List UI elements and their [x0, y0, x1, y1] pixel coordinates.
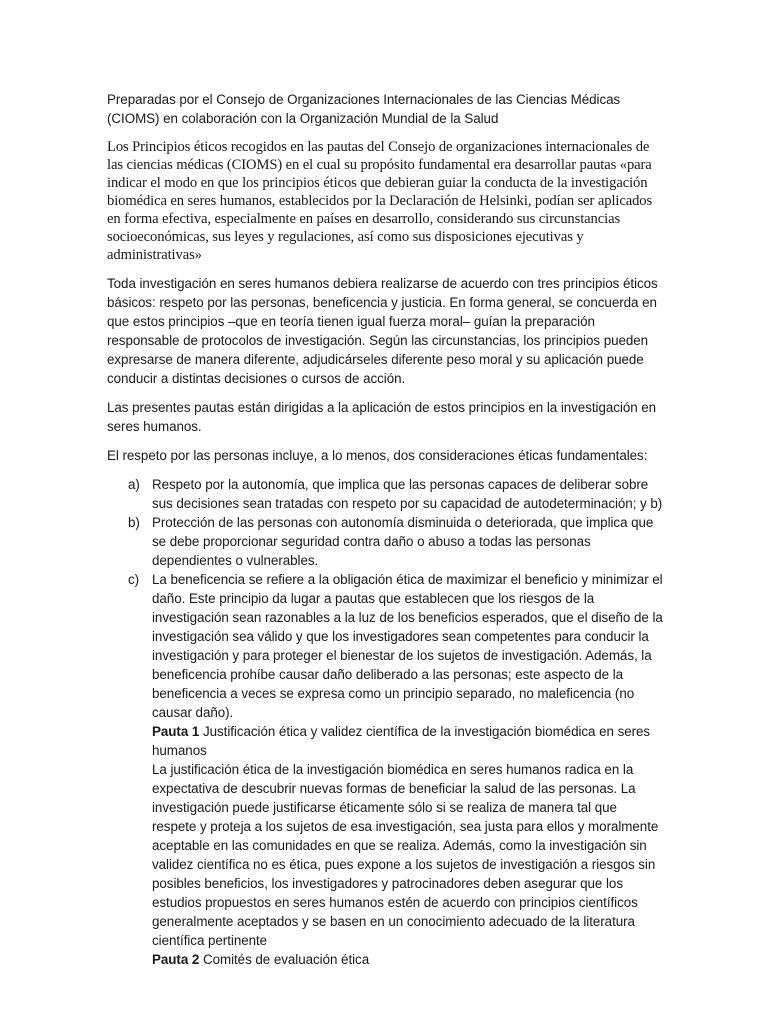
list-item-content — [152, 570, 663, 969]
document-page — [107, 90, 663, 969]
ethical-considerations-list — [107, 475, 663, 969]
guidelines-scope-paragraph: Las presentes pautas están dirigidas a la aplicación de estos principios en la investigación en seres humanos. — [107, 400, 657, 434]
list-item — [107, 475, 663, 513]
cioms-principles-paragraph: Los Principios éticos recogidos en las pautas del Consejo de organizaciones internacionales de las ciencias médicas (CIOMS) en el cual su propósito fundamental era desarrollar pautas «para indicar el modo en que los principios éticos que debieran guiar la conducta de la investigación biomédica en seres humanos, establecidos por la Declaración de Helsinki, podían ser aplicados en forma efectiva, especialmente en países en desarrollo, considerando sus circunstancias socioeconómicas, sus leyes y regulaciones, así como sus disposiciones ejecutivas y administrativas» — [107, 139, 653, 263]
list-marker: c) — [128, 572, 140, 587]
list-item-text: Protección de las personas con autonomía disminuida o deteriorada, que implica que se debe proporcionar seguridad contra daño o abuso a todas las personas dependientes o vulnerables. — [152, 515, 654, 568]
pauta-1-heading — [152, 722, 663, 760]
list-item — [107, 570, 663, 969]
pauta-2-title: Comités de evaluación ética — [199, 952, 370, 967]
list-item-text: Respeto por la autonomía, que implica que las personas capaces de deliberar sobre sus decisiones sean tratadas con respeto por su capacidad de autodeterminación; y b) — [152, 477, 663, 511]
basic-principles-paragraph: Toda investigación en seres humanos debiera realizarse de acuerdo con tres principios éticos básicos: respeto por las personas, beneficencia y justicia. En forma general, se concuerda en que estos principios –que en teoría tienen igual fuerza moral– guían la preparación responsable de protocolos de investigación. Según las circunstancias, los principios pueden expresarse de manera diferente, adjudicárseles diferente peso moral y su aplicación puede conducir a distintas decisiones o cursos de acción. — [107, 276, 658, 386]
respect-persons-paragraph: El respeto por las personas incluye, a lo menos, dos consideraciones éticas fundamentales: — [107, 448, 648, 463]
list-item-text: La beneficencia se refiere a la obligación ética de maximizar el beneficio y minimizar el daño. Este principio da lugar a pautas que establecen que los riesgos de la investigación sean razonables a la luz de los beneficios esperados, que el diseño de la investigación sea válido y que los investigadores sean competentes para conducir la investigación y para proteger el bienestar de los sujetos de investigación. Además, la beneficencia prohíbe causar daño deliberado a las personas; este aspecto de la beneficencia a veces se expresa como un principio separado, no maleficencia (no causar daño). — [152, 572, 663, 720]
list-item — [107, 513, 663, 570]
pauta-2-label: Pauta 2 — [152, 952, 200, 967]
pauta-2-heading — [152, 950, 663, 969]
pauta-1-text: La justificación ética de la investigación biomédica en seres humanos radica en la expectativa de descubrir nuevas formas de beneficiar la salud de las personas. La investigación puede justificarse éticamente sólo si se realiza de manera tal que respete y proteja a los sujetos de esa investigación, sea justa para ellos y moralmente aceptable en las comunidades en que se realiza. Además, como la investigación sin validez científica no es ética, pues expone a los sujetos de investigación a riesgos sin posibles beneficios, los investigadores y patrocinadores deben asegurar que los estudios propuestos en seres humanos estén de acuerdo con principios científicos generalmente aceptados y se basen en un conocimiento adecuado de la literatura científica pertinente — [152, 762, 659, 948]
pauta-1-label: Pauta 1 — [152, 724, 200, 739]
intro-paragraph: Preparadas por el Consejo de Organizaciones Internacionales de las Ciencias Médicas (CIOMS) en colaboración con la Organización Mundial de la Salud — [107, 92, 621, 126]
list-marker: b) — [128, 515, 140, 530]
list-marker: a) — [128, 477, 140, 492]
pauta-1-title: Justificación ética y validez científica de la investigación biomédica en seres humanos — [152, 724, 651, 758]
